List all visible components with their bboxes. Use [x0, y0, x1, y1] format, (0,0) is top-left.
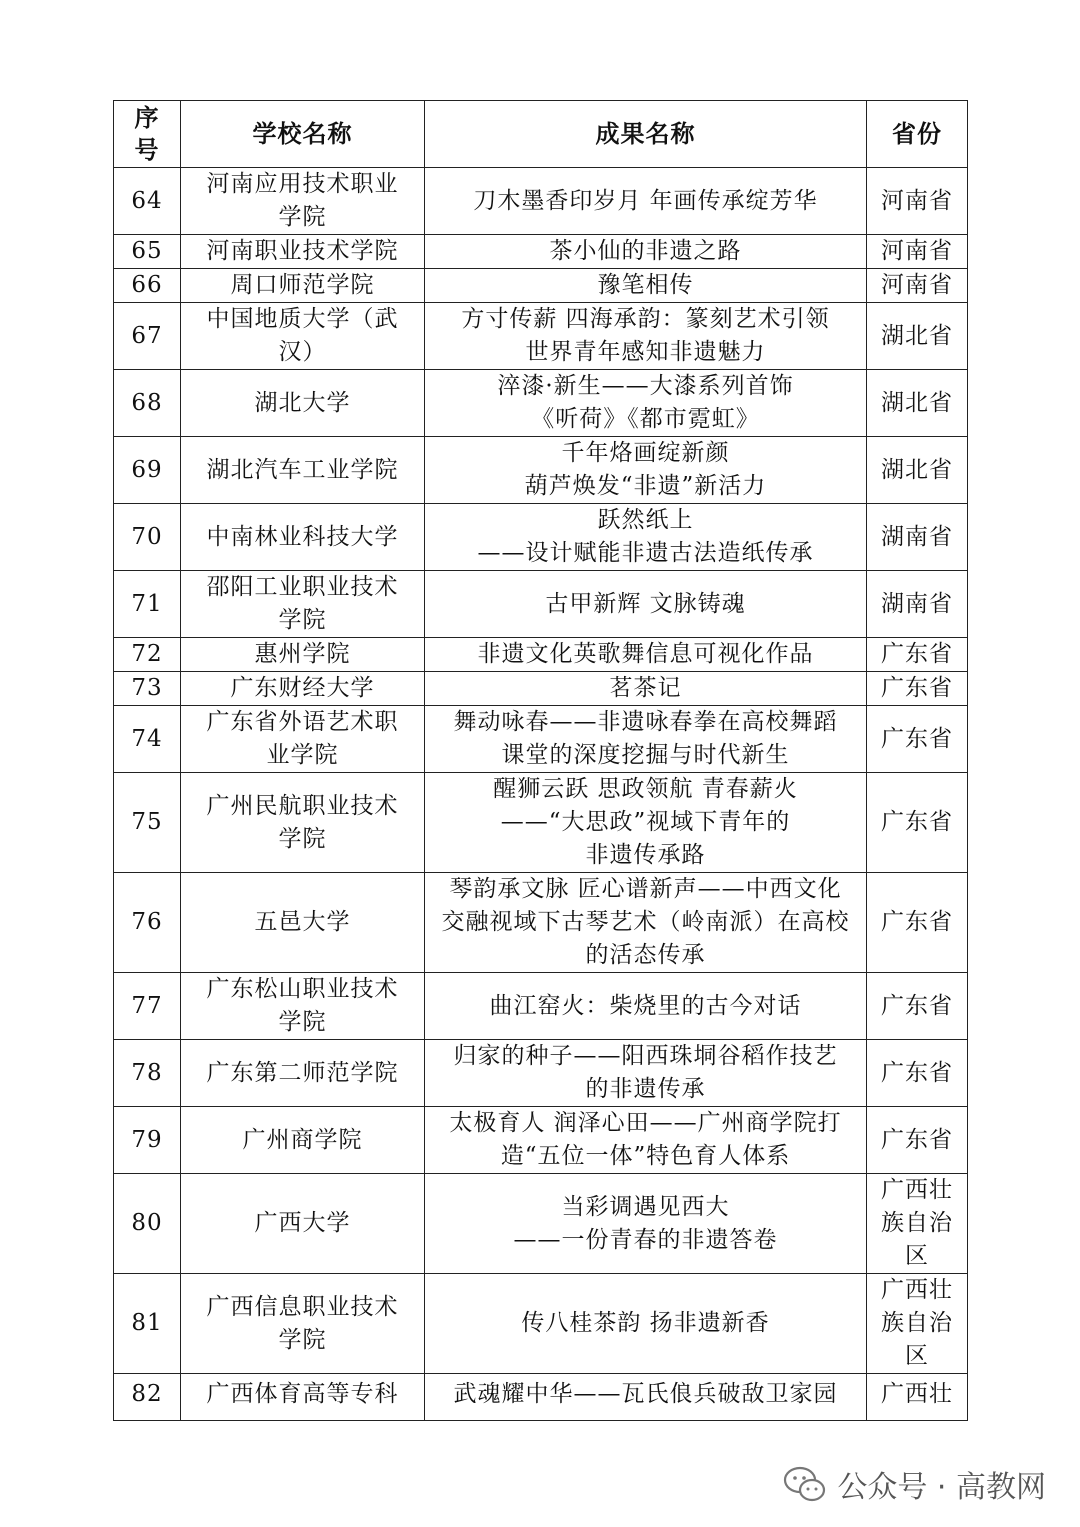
school-name: 广东省外语艺术职 业学院 [181, 706, 425, 773]
school-name: 广州民航职业技术 学院 [181, 773, 425, 873]
table-row [114, 973, 968, 1040]
province: 河南省 [867, 168, 968, 235]
achievement-name: 太极育人 润泽心田——广州商学院打 造“五位一体”特色育人体系 [425, 1107, 867, 1174]
province: 河南省 [867, 235, 968, 269]
school-name: 广东松山职业技术 学院 [181, 973, 425, 1040]
table-row [114, 873, 968, 973]
school-name: 周口师范学院 [181, 269, 425, 303]
row-index: 72 [114, 638, 181, 672]
school-name: 广西体育高等专科 [181, 1374, 425, 1421]
achievement-name: 跃然纸上 ——设计赋能非遗古法造纸传承 [425, 504, 867, 571]
row-index: 77 [114, 973, 181, 1040]
school-name: 广东第二师范学院 [181, 1040, 425, 1107]
table-row [114, 235, 968, 269]
school-name: 河南职业技术学院 [181, 235, 425, 269]
table-row [114, 168, 968, 235]
province: 广东省 [867, 672, 968, 706]
row-index: 80 [114, 1174, 181, 1274]
achievement-name: 传八桂茶韵 扬非遗新香 [425, 1274, 867, 1374]
province: 广东省 [867, 873, 968, 973]
watermark-text: 公众号 · 高教网 [837, 1470, 1046, 1505]
header-province: 省份 [867, 101, 968, 168]
achievement-name: 醒狮云跃 思政领航 青春薪火 ——“大思政”视域下青年的 非遗传承路 [425, 773, 867, 873]
table-row [114, 504, 968, 571]
row-index: 75 [114, 773, 181, 873]
table-header-row [114, 101, 968, 168]
province: 湖北省 [867, 303, 968, 370]
province: 湖南省 [867, 504, 968, 571]
table-row [114, 706, 968, 773]
school-name: 广西信息职业技术 学院 [181, 1274, 425, 1374]
row-index: 76 [114, 873, 181, 973]
table-row [114, 269, 968, 303]
province: 河南省 [867, 269, 968, 303]
school-name: 广州商学院 [181, 1107, 425, 1174]
province: 广东省 [867, 706, 968, 773]
row-index: 82 [114, 1374, 181, 1421]
school-name: 邵阳工业职业技术 学院 [181, 571, 425, 638]
row-index: 66 [114, 269, 181, 303]
row-index: 67 [114, 303, 181, 370]
school-name: 五邑大学 [181, 873, 425, 973]
row-index: 78 [114, 1040, 181, 1107]
achievement-name: 琴韵承文脉 匠心谱新声——中西文化 交融视域下古琴艺术（岭南派）在高校 的活态传承 [425, 873, 867, 973]
header-achievement: 成果名称 [425, 101, 867, 168]
table-row [114, 1040, 968, 1107]
province: 广西壮 [867, 1374, 968, 1421]
table-row [114, 1274, 968, 1374]
watermark [783, 1462, 1046, 1506]
province: 湖北省 [867, 437, 968, 504]
achievement-name: 曲江窑火：柴烧里的古今对话 [425, 973, 867, 1040]
school-name: 中南林业科技大学 [181, 504, 425, 571]
province: 广东省 [867, 638, 968, 672]
province: 广东省 [867, 1107, 968, 1174]
row-index: 74 [114, 706, 181, 773]
achievement-name: 刀木墨香印岁月 年画传承绽芳华 [425, 168, 867, 235]
province: 广东省 [867, 773, 968, 873]
school-name: 广东财经大学 [181, 672, 425, 706]
header-index: 序 号 [114, 101, 181, 168]
row-index: 68 [114, 370, 181, 437]
table-row [114, 1174, 968, 1274]
row-index: 64 [114, 168, 181, 235]
table-row [114, 638, 968, 672]
achievement-name: 方寸传薪 四海承韵：篆刻艺术引领 世界青年感知非遗魅力 [425, 303, 867, 370]
table-row [114, 303, 968, 370]
row-index: 81 [114, 1274, 181, 1374]
achievement-name: 茶小仙的非遗之路 [425, 235, 867, 269]
wechat-icon [783, 1464, 827, 1504]
table-row [114, 1374, 968, 1421]
row-index: 73 [114, 672, 181, 706]
table-row [114, 1107, 968, 1174]
row-index: 71 [114, 571, 181, 638]
results-table [113, 100, 968, 1421]
achievement-name: 茗茶记 [425, 672, 867, 706]
achievement-name: 淬漆·新生——大漆系列首饰 《听荷》《都市霓虹》 [425, 370, 867, 437]
table-row [114, 437, 968, 504]
table-row [114, 571, 968, 638]
row-index: 65 [114, 235, 181, 269]
province: 湖北省 [867, 370, 968, 437]
achievement-name: 古甲新辉 文脉铸魂 [425, 571, 867, 638]
school-name: 广西大学 [181, 1174, 425, 1274]
row-index: 70 [114, 504, 181, 571]
school-name: 河南应用技术职业 学院 [181, 168, 425, 235]
achievement-name: 归家的种子——阳西珠垌谷稻作技艺 的非遗传承 [425, 1040, 867, 1107]
achievement-name: 千年烙画绽新颜 葫芦焕发“非遗”新活力 [425, 437, 867, 504]
achievement-name: 舞动咏春——非遗咏春拳在高校舞蹈 课堂的深度挖掘与时代新生 [425, 706, 867, 773]
row-index: 69 [114, 437, 181, 504]
achievement-name: 武魂耀中华——瓦氏俍兵破敌卫家园 [425, 1374, 867, 1421]
table-row [114, 370, 968, 437]
table-row [114, 773, 968, 873]
table-row [114, 672, 968, 706]
province: 湖南省 [867, 571, 968, 638]
row-index: 79 [114, 1107, 181, 1174]
school-name: 湖北大学 [181, 370, 425, 437]
province: 广东省 [867, 1040, 968, 1107]
province: 广西壮 族自治 区 [867, 1174, 968, 1274]
province: 广西壮 族自治 区 [867, 1274, 968, 1374]
school-name: 中国地质大学（武 汉） [181, 303, 425, 370]
school-name: 惠州学院 [181, 638, 425, 672]
province: 广东省 [867, 973, 968, 1040]
achievement-name: 非遗文化英歌舞信息可视化作品 [425, 638, 867, 672]
header-school: 学校名称 [181, 101, 425, 168]
achievement-name: 当彩调遇见西大 ——一份青春的非遗答卷 [425, 1174, 867, 1274]
achievement-name: 豫笔相传 [425, 269, 867, 303]
school-name: 湖北汽车工业学院 [181, 437, 425, 504]
